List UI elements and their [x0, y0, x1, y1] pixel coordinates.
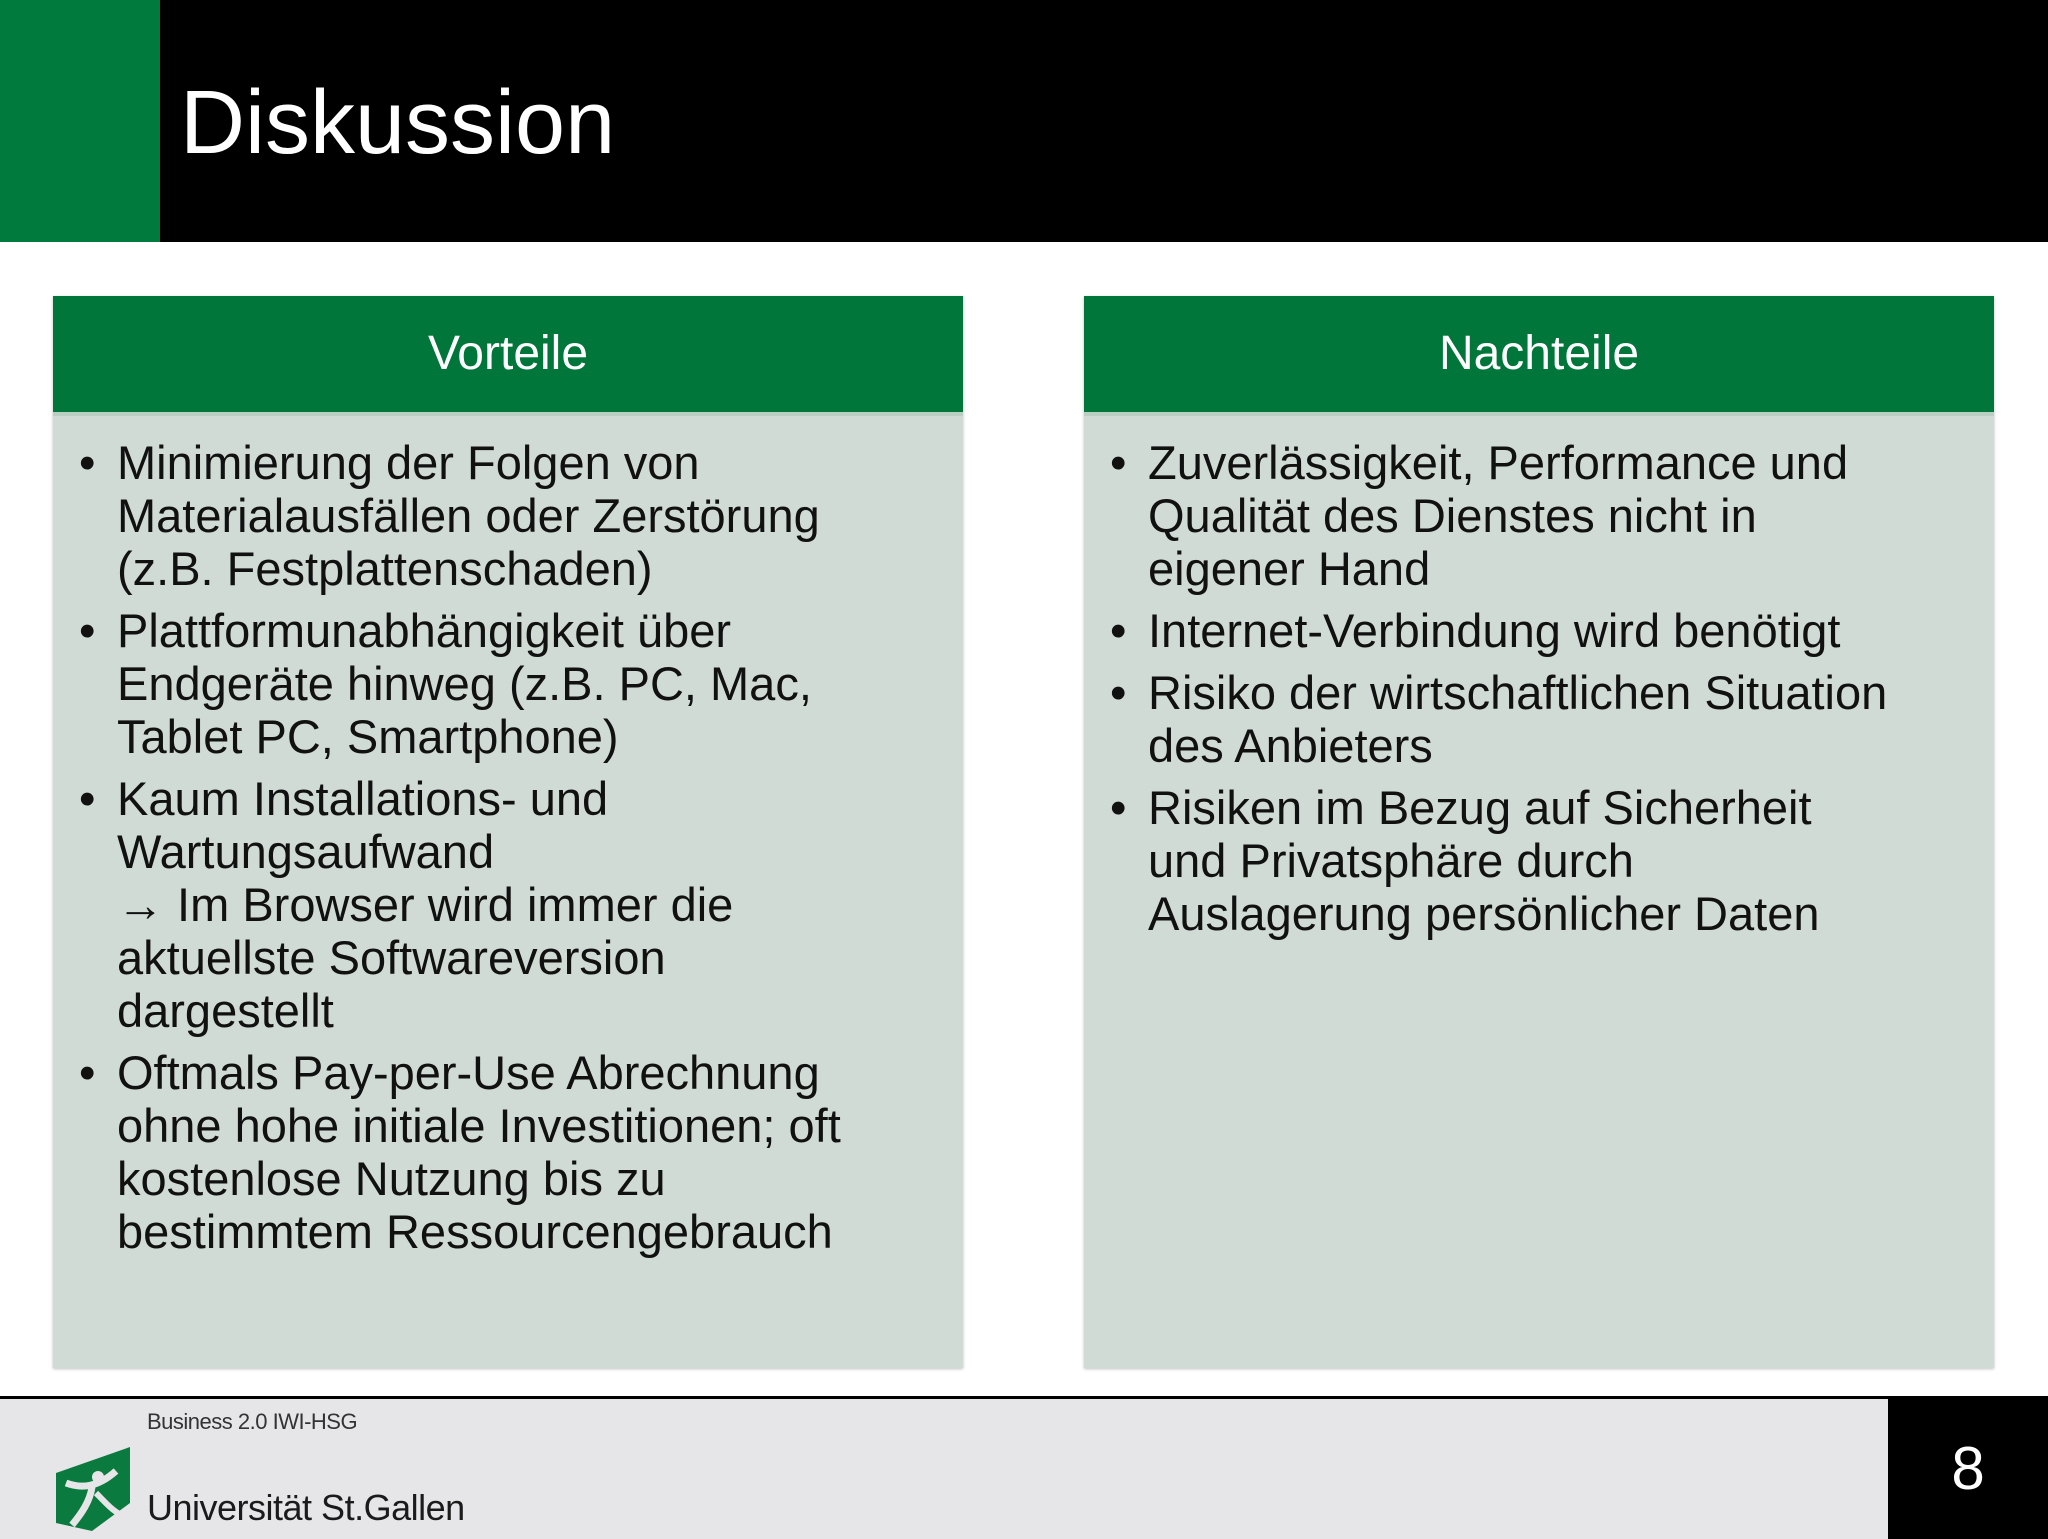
list-item-line: Wartungsaufwand — [117, 825, 495, 878]
list-item-line: ohne hohe initiale Investitionen; oft — [117, 1099, 841, 1152]
list-item — [117, 436, 923, 595]
list-item-line: Auslagerung persönlicher Daten — [1148, 887, 1820, 940]
list-item-line: Endgeräte hinweg (z.B. PC, Mac, — [117, 657, 812, 710]
slide-footer — [0, 1396, 2048, 1539]
list-item-line: eigener Hand — [1148, 542, 1431, 595]
advantages-list — [53, 416, 963, 1258]
disadvantages-list — [1084, 416, 1994, 940]
list-item-line: (z.B. Festplattenschaden) — [117, 542, 653, 595]
list-item — [117, 1046, 923, 1258]
list-item-line: • Zuverlässigkeit, Performance und — [1148, 436, 1849, 489]
list-item-line: • Kaum Installations- und — [117, 772, 609, 825]
slide-title: Diskussion — [180, 73, 616, 173]
list-item-line: des Anbieters — [1148, 719, 1433, 772]
list-item — [1148, 604, 1954, 657]
list-item-line: • Plattformunabhängigkeit über — [117, 604, 732, 657]
list-item — [117, 772, 923, 1037]
list-item-line: Tablet PC, Smartphone) — [117, 710, 619, 763]
list-item — [1148, 436, 1954, 595]
disadvantages-panel — [1084, 296, 1994, 1368]
hsg-logo-icon — [52, 1443, 134, 1531]
disadvantages-heading: Nachteile — [1084, 296, 1994, 416]
list-item — [1148, 781, 1954, 940]
list-item-line: • Oftmals Pay-per-Use Abrechnung — [117, 1046, 820, 1099]
list-item-line: kostenlose Nutzung bis zu — [117, 1152, 666, 1205]
header-accent-bar — [0, 0, 160, 242]
course-label: Business 2.0 IWI-HSG — [147, 1409, 358, 1434]
list-item — [117, 604, 923, 763]
list-item-line: • Risiko der wirtschaftlichen Situation — [1148, 666, 1888, 719]
page-number: 8 — [1888, 1399, 2048, 1539]
list-item-line: → Im Browser wird immer die — [117, 878, 734, 931]
advantages-heading: Vorteile — [53, 296, 963, 416]
list-item-line: dargestellt — [117, 984, 334, 1037]
slide-header — [0, 0, 2048, 242]
list-item-line: bestimmtem Ressourcengebrauch — [117, 1205, 833, 1258]
list-item-line: • Internet-Verbindung wird benötigt — [1148, 604, 1841, 657]
advantages-panel — [53, 296, 963, 1368]
list-item — [1148, 666, 1954, 772]
university-name: Universität St.Gallen — [147, 1487, 465, 1528]
list-item-line: aktuellste Softwareversion — [117, 931, 666, 984]
list-item-line: Materialausfällen oder Zerstörung — [117, 489, 820, 542]
list-item-line: • Minimierung der Folgen von — [117, 436, 700, 489]
list-item-line: Qualität des Dienstes nicht in — [1148, 489, 1757, 542]
list-item-line: • Risiken im Bezug auf Sicherheit — [1148, 781, 1812, 834]
list-item-line: und Privatsphäre durch — [1148, 834, 1634, 887]
